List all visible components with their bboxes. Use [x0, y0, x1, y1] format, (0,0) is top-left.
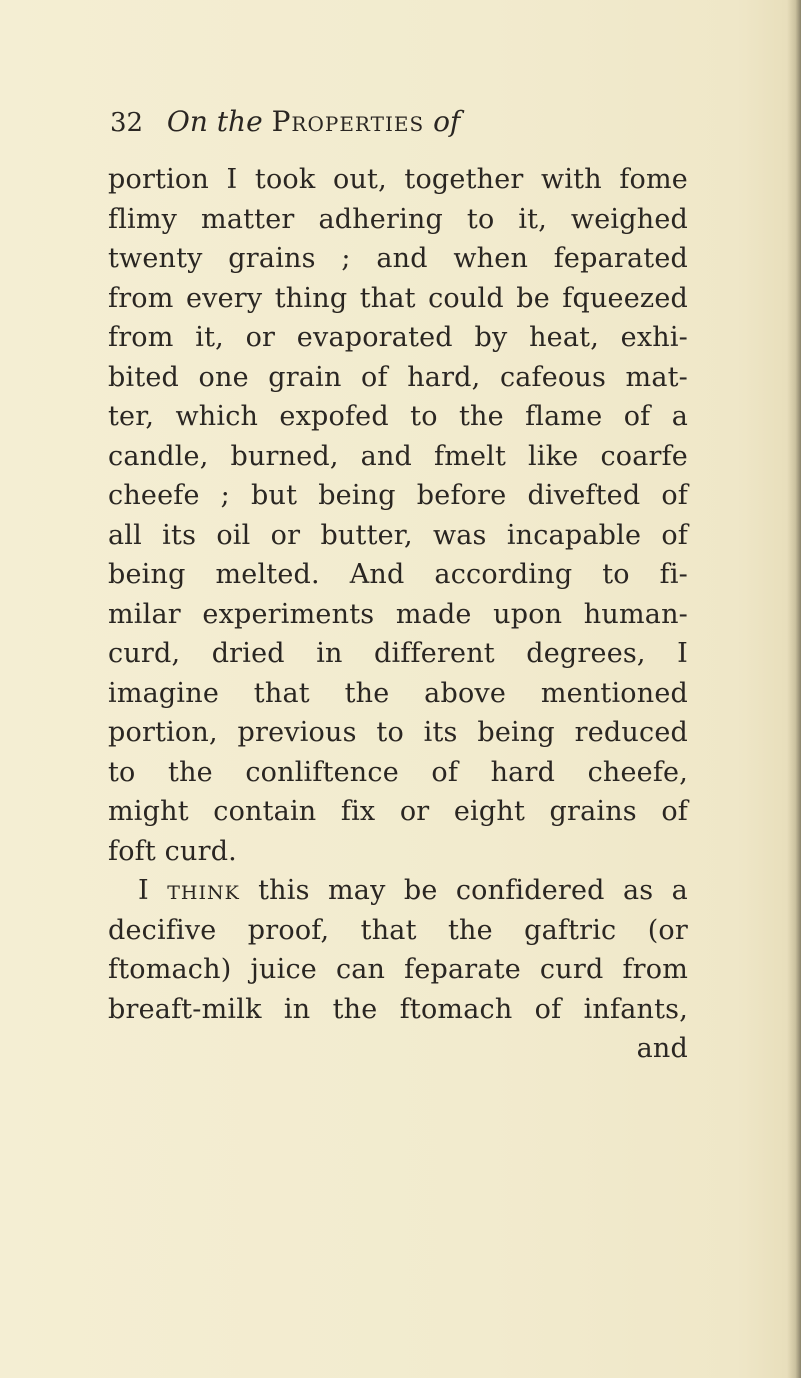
running-head-italic-1: On the	[166, 105, 263, 138]
text-line: all its oil or butter, was incapable of	[108, 519, 688, 551]
text-line: might contain fix or eight grains of	[108, 796, 688, 827]
body-text	[108, 160, 688, 1069]
text-line: from it, or evaporated by heat, exhi-	[108, 322, 688, 353]
running-head-italic-2: of	[433, 105, 461, 138]
paragraph-start-line	[108, 871, 688, 911]
page-edge-shadow	[787, 0, 801, 1378]
text-line: ter, which expofed to the flame of a	[108, 401, 688, 432]
first-word: I	[138, 875, 149, 906]
text-line: foft curd.	[108, 835, 237, 867]
text-line: curd, dried in different degrees, I	[108, 638, 688, 669]
running-head	[167, 100, 460, 144]
page-header	[110, 100, 690, 144]
text-line: breaft-milk in the ftomach of infants,	[108, 993, 688, 1025]
text-line: bited one grain of hard, cafeous mat-	[108, 361, 688, 393]
small-caps-word: think	[167, 875, 240, 906]
text-line: decifive proof, that the gaftric (or	[108, 914, 688, 946]
text-line: ftomach) juice can feparate curd from	[108, 954, 688, 985]
catchword: and	[636, 1033, 688, 1064]
text-line: portion, previous to its being reduced	[108, 717, 688, 748]
text-line: twenty grains ; and when feparated	[108, 243, 688, 274]
text-line: portion I took out, together with fome	[108, 164, 688, 195]
text-line: flimy matter adhering to it, weighed	[108, 203, 688, 235]
text-line: candle, burned, and fmelt like coarfe	[108, 440, 688, 472]
text-line: to the conliftence of hard cheefe,	[108, 756, 688, 788]
text-line: milar experiments made upon human-	[108, 598, 688, 630]
text-line: cheefe ; but being before divefted of	[108, 480, 688, 511]
text-line: being melted. And according to fi-	[108, 559, 688, 590]
text-line: from every thing that could be fqueezed	[108, 282, 688, 314]
page-number: 32	[110, 108, 144, 138]
text-line: imagine that the above mentioned	[108, 677, 688, 709]
first-line-rest: this may be confidered as a	[258, 875, 688, 906]
running-head-caps: Properties	[271, 105, 425, 138]
